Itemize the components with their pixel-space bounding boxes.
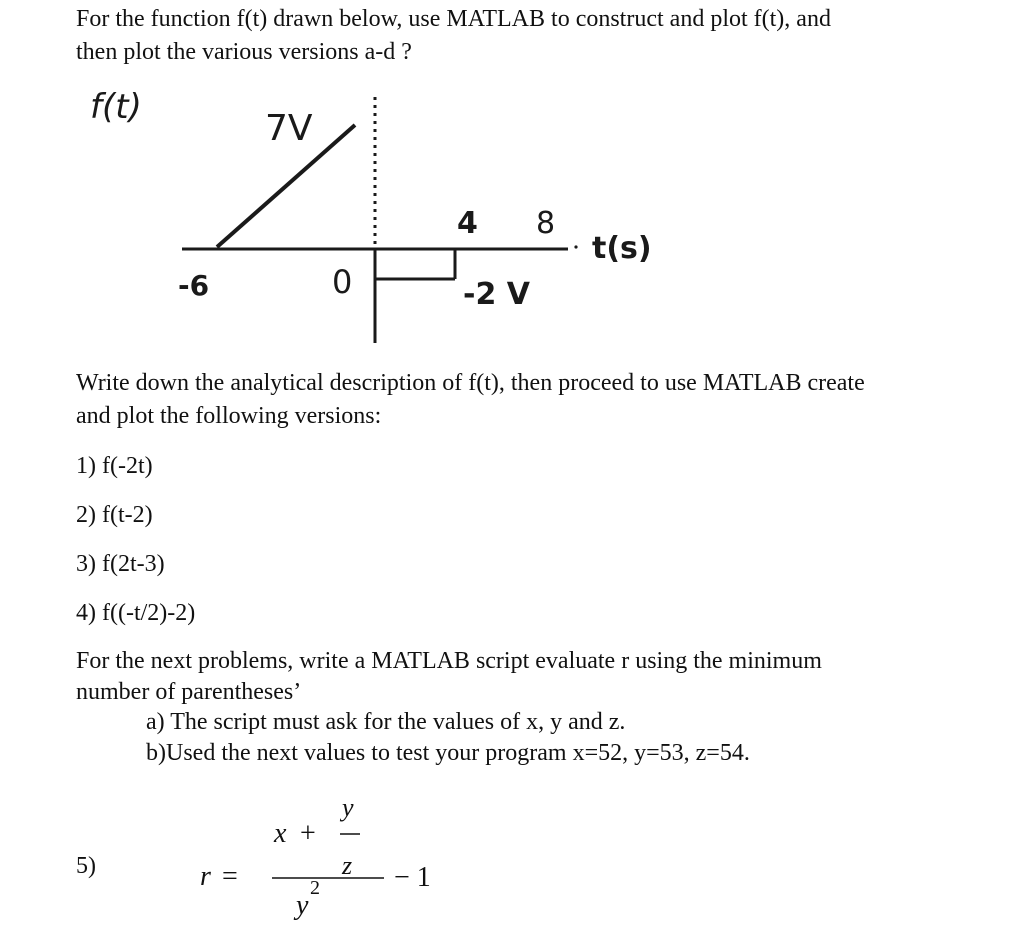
instructions-line-1: Write down the analytical description of f(t), then proceed to use MATLAB create: [76, 370, 865, 396]
x-axis-label: t(s): [592, 231, 652, 266]
function-graph: [70, 85, 710, 350]
peak-label: 7V: [265, 108, 313, 149]
next-problems-item-a: a) The script must ask for the values of x, y and z.: [146, 709, 626, 735]
tick-8-label: 8: [536, 206, 556, 241]
version-item-2: 2) f(t-2): [76, 502, 153, 528]
version-item-4: 4) f((-t/2)-2): [76, 600, 196, 626]
intro-line-2: then plot the various versions a-d ?: [76, 39, 412, 65]
version-item-1: 1) f(-2t): [76, 453, 153, 479]
formula-r: [190, 790, 450, 930]
formula-inner-num: y: [342, 793, 354, 822]
formula-plus: +: [300, 818, 316, 849]
tick-4-label: 4: [457, 206, 478, 241]
next-problems-line-1: For the next problems, write a MATLAB script evaluate r using the minimum: [76, 648, 822, 674]
formula-inner-den: z: [342, 851, 353, 880]
instructions-line-2: and plot the following versions:: [76, 403, 382, 429]
formula-den-exp: 2: [310, 877, 320, 899]
tick-0-label: 0: [332, 263, 353, 301]
intro-line-1: For the function f(t) drawn below, use MATLAB to construct and plot f(t), and: [76, 6, 831, 32]
formula-den-y: y: [296, 890, 309, 921]
tick-neg6-label: -6: [178, 269, 210, 302]
version-item-3: 3) f(2t-3): [76, 551, 165, 577]
x-axis-dot: [574, 245, 577, 248]
formula-equals: =: [222, 861, 238, 892]
formula-x: x: [274, 818, 287, 849]
next-problems-item-b: b)Used the next values to test your program x=52, y=53, z=54.: [146, 740, 750, 766]
formula-lhs: r: [200, 861, 211, 892]
y-axis-label: f(t): [90, 87, 142, 127]
formula-minus-one: − 1: [394, 862, 431, 893]
next-problems-line-2: number of parentheses’: [76, 679, 302, 705]
neg-level-label: -2 V: [463, 277, 530, 312]
problem-5-number: 5): [76, 853, 96, 879]
